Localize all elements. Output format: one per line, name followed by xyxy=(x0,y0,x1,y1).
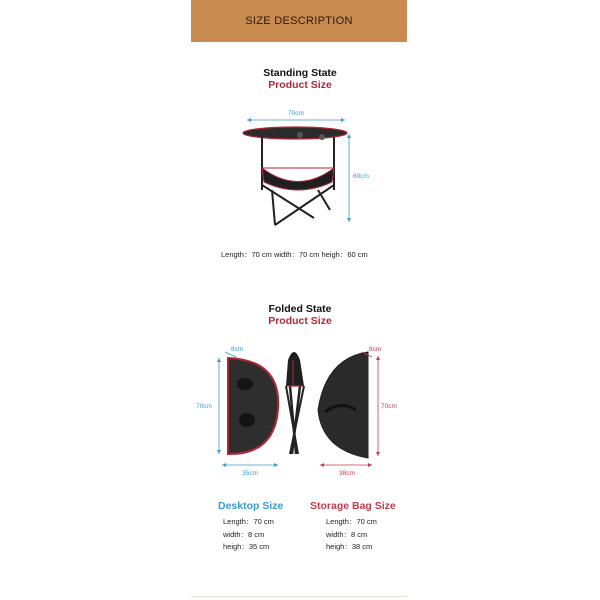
bag-size-width: width：8 cm xyxy=(326,529,368,539)
desktop-size-height: heigh：35 cm xyxy=(223,542,270,551)
desktop-size-width: width：8 cm xyxy=(223,529,265,539)
bag-thickness-label: 8cm xyxy=(369,346,382,353)
bag-length-label: 70cm xyxy=(381,403,397,410)
storage-bag-size-title: Storage Bag Size xyxy=(310,500,396,512)
standing-subtitle: Product Size xyxy=(268,79,332,91)
desk-length-label: 70cm xyxy=(196,403,212,410)
standing-height-label: 60cm xyxy=(353,173,369,180)
header-title: SIZE DESCRIPTION xyxy=(245,15,353,27)
standing-spec-line: Length：70 cm width：70 cm heigh：60 cm xyxy=(221,250,368,259)
folded-subtitle: Product Size xyxy=(268,315,332,327)
bag-width-label: 38cm xyxy=(339,470,355,477)
desktop-size-list xyxy=(223,516,274,554)
desktop-size-length: Length：70 cm xyxy=(223,517,274,526)
storage-bag-size-list xyxy=(326,516,377,554)
footer-divider xyxy=(191,596,407,597)
desk-width-label: 35cm xyxy=(242,470,258,477)
standing-title: Standing State xyxy=(263,67,337,79)
standing-width-label: 70cm xyxy=(288,110,304,117)
desktop-size-title: Desktop Size xyxy=(218,500,284,512)
folded-title: Folded State xyxy=(268,303,332,315)
bag-size-height: heigh：38 cm xyxy=(326,542,373,551)
desk-thickness-label: 8cm xyxy=(231,346,244,353)
bag-size-length: Length：70 cm xyxy=(326,517,377,526)
